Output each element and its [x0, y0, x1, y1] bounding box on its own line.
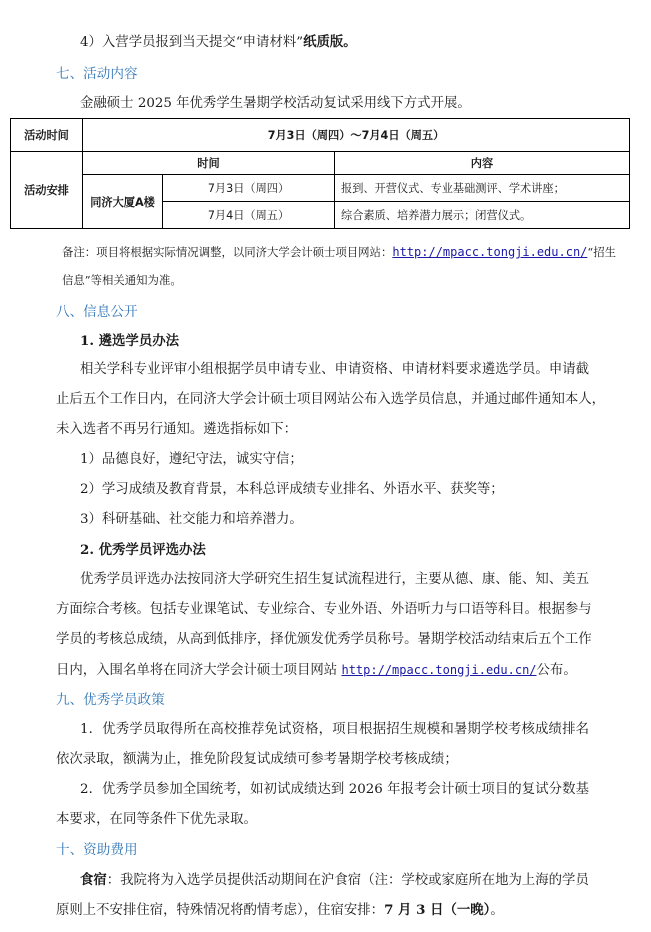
requirement-item-4: [80, 32, 599, 53]
accommodation-line-2: [56, 900, 599, 921]
mpacc-website-link-2[interactable]: http://mpacc.tongji.edu.cn/: [341, 663, 537, 677]
accommodation-end: 。: [490, 903, 504, 918]
evaluation-text: 日内，入围名单将在同济大学会计硕士项目网站: [56, 663, 342, 678]
accommodation-label: 食宿: [80, 872, 107, 888]
note-text-end: “招生: [587, 245, 617, 259]
column-header-time: 时间: [83, 152, 335, 175]
requirement-text: 4）入营学员报到当天提交“申请材料”: [80, 35, 304, 50]
evaluation-text-end: 公布。: [536, 663, 577, 678]
criterion-3: 3）科研基础、社交能力和培养潜力。: [80, 512, 303, 527]
accommodation-date: 7 月 3 日（一晚）: [384, 902, 491, 918]
evaluation-para-line-1: 优秀学员评选办法按同济大学研究生招生复试流程进行，主要从德、康、能、知、美五: [80, 572, 589, 587]
activity-intro: 金融硕士 2025 年优秀学生暑期学校活动复试采用线下方式开展。: [80, 96, 471, 111]
criterion-2: 2）学习成绩及教育背景，本科总评成绩专业排名、外语水平、获奖等；: [80, 482, 504, 497]
accommodation-text-2: 原则上不安排住宿，特殊情况将酌情考虑），住宿安排：: [56, 903, 385, 918]
criterion-1: 1）品德良好，遵纪守法，诚实守信；: [80, 452, 303, 467]
requirement-bold: 纸质版。: [303, 34, 357, 50]
section-heading-9: 九、优秀学员政策: [56, 692, 165, 708]
selection-para-line-1: 相关学科专业评审小组根据学员申请专业、申请资格、申请材料要求遴选学员。申请截: [80, 362, 589, 377]
evaluation-para-line-2: 方面综合考核。包括专业课笔试、专业综合、专业外语、外语听力与口语等科目。根据参与: [56, 602, 592, 617]
mpacc-website-link[interactable]: http://mpacc.tongji.edu.cn/: [392, 245, 588, 259]
column-header-content: 内容: [335, 152, 630, 175]
policy-2-line-1: 2．优秀学员参加全国统考，如初试成绩达到 2026 年报考会计硕士项目的复试分数基: [80, 782, 589, 797]
section-heading-8: 八、信息公开: [56, 304, 138, 320]
evaluation-para-line-3: 学员的考核总成绩，从高到低排序，择优颁发优秀学员称号。暑期学校活动结束后五个工作: [56, 632, 592, 647]
activity-arrangement-label: 活动安排: [11, 152, 83, 229]
schedule-date-2: 7月4日（周五）: [163, 202, 335, 229]
selection-para-line-3: 未入选者不再另行通知。遴选指标如下：: [56, 422, 298, 437]
subsection-evaluation-method: 2. 优秀学员评选办法: [80, 542, 206, 558]
policy-2-line-2: 本要求，在同等条件下优先录取。: [56, 812, 257, 827]
note-text: 备注：项目将根据实际情况调整，以同济大学会计硕士项目网站：: [62, 245, 393, 259]
section-heading-10: 十、资助费用: [56, 842, 138, 858]
selection-para-line-2: 止后五个工作日内，在同济大学会计硕士项目网站公布入选学员信息，并通过邮件通知本人，: [56, 392, 606, 407]
note-line-2: 信息”等相关通知为准。: [62, 273, 182, 287]
accommodation-text: ：我院将为入选学员提供活动期间在沪食宿（注：学校或家庭所在地为上海的学员: [106, 873, 589, 888]
accommodation-line-1: [80, 870, 589, 891]
subsection-selection-method: 1. 遴选学员办法: [80, 333, 179, 349]
evaluation-para-line-4: [56, 660, 599, 681]
note-line-1: [62, 242, 617, 262]
schedule-content-2: 综合素质、培养潜力展示；闭营仪式。: [335, 202, 630, 229]
venue-cell: 同济大厦A楼: [83, 175, 163, 229]
activity-time-label: 活动时间: [11, 119, 83, 152]
policy-1-line-2: 依次录取，额满为止，推免阶段复试成绩可参考暑期学校考核成绩；: [56, 752, 458, 767]
schedule-table: [10, 118, 630, 229]
policy-1-line-1: 1．优秀学员取得所在高校推荐免试资格，项目根据招生规模和暑期学校考核成绩排名: [80, 722, 589, 737]
activity-time-value: 7月3日（周四）～7月4日（周五）: [83, 119, 630, 152]
section-heading-7: 七、活动内容: [56, 66, 138, 82]
schedule-date-1: 7月3日（周四）: [163, 175, 335, 202]
schedule-content-1: 报到、开营仪式、专业基础测评、学术讲座；: [335, 175, 630, 202]
